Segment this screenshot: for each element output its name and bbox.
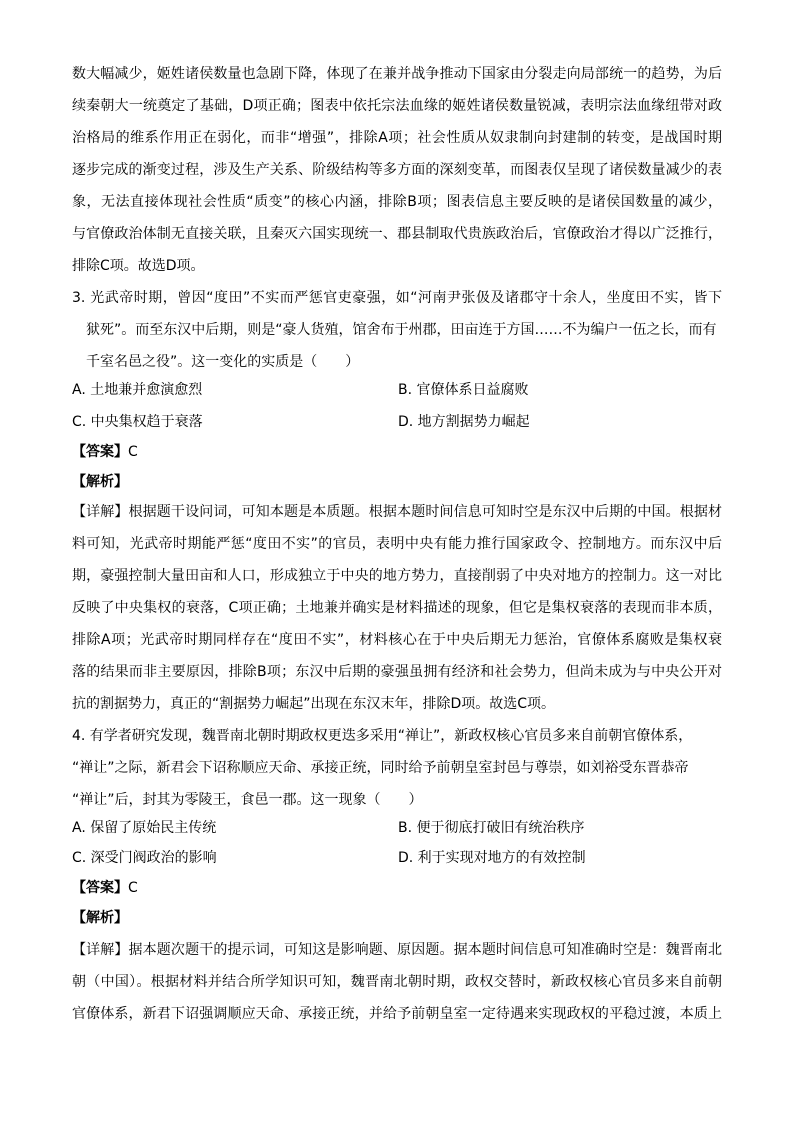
option-d: D. 利于实现对地方的有效控制: [398, 850, 586, 866]
option-a: A. 保留了原始民主传统: [72, 820, 217, 836]
analysis-line: 象，无法直接体现社会性质“质变”的核心内涵，排除B项；图表信息主要反映的是诸侯国数量的减少，: [72, 194, 722, 210]
detail-line: 朝（中国）。根据材料并结合所学知识可知，魏晋南北朝时期，政权交替时，新政权核心官员多来自前朝: [72, 974, 722, 990]
detail-line: 料可知，光武帝时期能严惩“度田不实”的官员，表明中央有能力推行国家政令、控制地方。而东汉中后: [72, 536, 722, 552]
analysis-line: 数大幅减少，姬姓诸侯数量也急剧下降，体现了在兼并战争推动下国家由分裂走向局部统一的趋势，为后: [72, 66, 722, 82]
question-stem-line: “禅让”后，封其为零陵王，食邑一郡。这一现象（ ）: [72, 792, 423, 808]
analysis-line: 排除C项。故选D项。: [72, 258, 205, 274]
detail-line: 反映了中央集权的衰落，C项正确；土地兼并确实是材料描述的现象，但它是集权衰落的表现而非本质，: [72, 600, 722, 616]
question-stem-line: 狱死”。而至东汉中后期，则是“豪人货殖，馆舍布于州郡，田亩连于方国……不为编户一伍之长，而有: [86, 322, 717, 338]
analysis-line: 逐步完成的渐变过程，涉及生产关系、阶级结构等多方面的深刻变革，而图表仅呈现了诸侯数量减少的表: [72, 162, 722, 178]
option-c: C. 深受门阀政治的影响: [72, 850, 217, 866]
detail-line: 抗的割据势力，真正的“割据势力崛起”出现在东汉末年，排除D项。故选C项。: [72, 696, 556, 712]
detail-line: 期，豪强控制大量田亩和人口，形成独立于中央的地方势力，直接削弱了中央对地方的控制力。这一对比: [72, 568, 722, 584]
question-stem-line: 千室名邑之役”。这一变化的实质是（ ）: [86, 354, 360, 370]
option-b: B. 官僚体系日益腐败: [398, 382, 529, 398]
answer-value: C: [128, 444, 138, 460]
answer-line: [72, 878, 138, 898]
option-a: A. 土地兼并愈演愈烈: [72, 382, 203, 398]
answer-label: 【答案】: [72, 444, 128, 460]
analysis-line: 治格局的维系作用正在弱化，而非“增强”，排除A项；社会性质从奴隶制向封建制的转变，是战国时期: [72, 130, 722, 146]
detail-line: 【详解】据本题次题干的提示词，可知这是影响题、原因题。据本题时间信息可知准确时空是：魏晋南北: [72, 942, 722, 958]
analysis-label: 【解析】: [72, 474, 128, 490]
answer-label: 【答案】: [72, 880, 128, 896]
analysis-line: 与官僚政治体制无直接关联，且秦灭六国实现统一、郡县制取代贵族政治后，官僚政治才得以广泛推行，: [72, 226, 722, 242]
detail-line: 官僚体系，新君下诏强调顺应天命、承接正统，并给予前朝皇室一定待遇来实现政权的平稳过渡，本质上: [72, 1006, 722, 1022]
option-c: C. 中央集权趋于衰落: [72, 414, 203, 430]
option-d: D. 地方割据势力崛起: [398, 414, 530, 430]
detail-line: 【详解】根据题干设问词，可知本题是本质题。根据本题时间信息可知时空是东汉中后期的中国。根据材: [72, 504, 722, 520]
detail-line: 排除A项；光武帝时期同样存在“度田不实”，材料核心在于中央后期无力惩治，官僚体系腐败是集权衰: [72, 632, 722, 648]
answer-value: C: [128, 880, 138, 896]
question-stem-line: 4. 有学者研究发现，魏晋南北朝时期政权更迭多采用“禅让”，新政权核心官员多来自前朝官僚体系，: [72, 728, 693, 744]
question-stem-line: 3. 光武帝时期，曾因“度田”不实而严惩官吏豪强，如“河南尹张伋及诸郡守十余人，坐度田不实，皆下: [72, 290, 722, 306]
answer-line: [72, 442, 138, 462]
detail-line: 落的结果而非主要原因，排除B项；东汉中后期的豪强虽拥有经济和社会势力，但尚未成为与中央公开对: [72, 664, 722, 680]
analysis-line: 续秦朝大一统奠定了基础，D项正确；图表中依托宗法血缘的姬姓诸侯数量锐减，表明宗法血缘纽带对政: [72, 98, 722, 114]
question-stem-line: “禅让”之际，新君会下诏称顺应天命、承接正统，同时给予前朝皇室封邑与尊崇，如刘裕受东晋恭帝: [72, 760, 689, 776]
analysis-label: 【解析】: [72, 910, 128, 926]
option-b: B. 便于彻底打破旧有统治秩序: [398, 820, 585, 836]
